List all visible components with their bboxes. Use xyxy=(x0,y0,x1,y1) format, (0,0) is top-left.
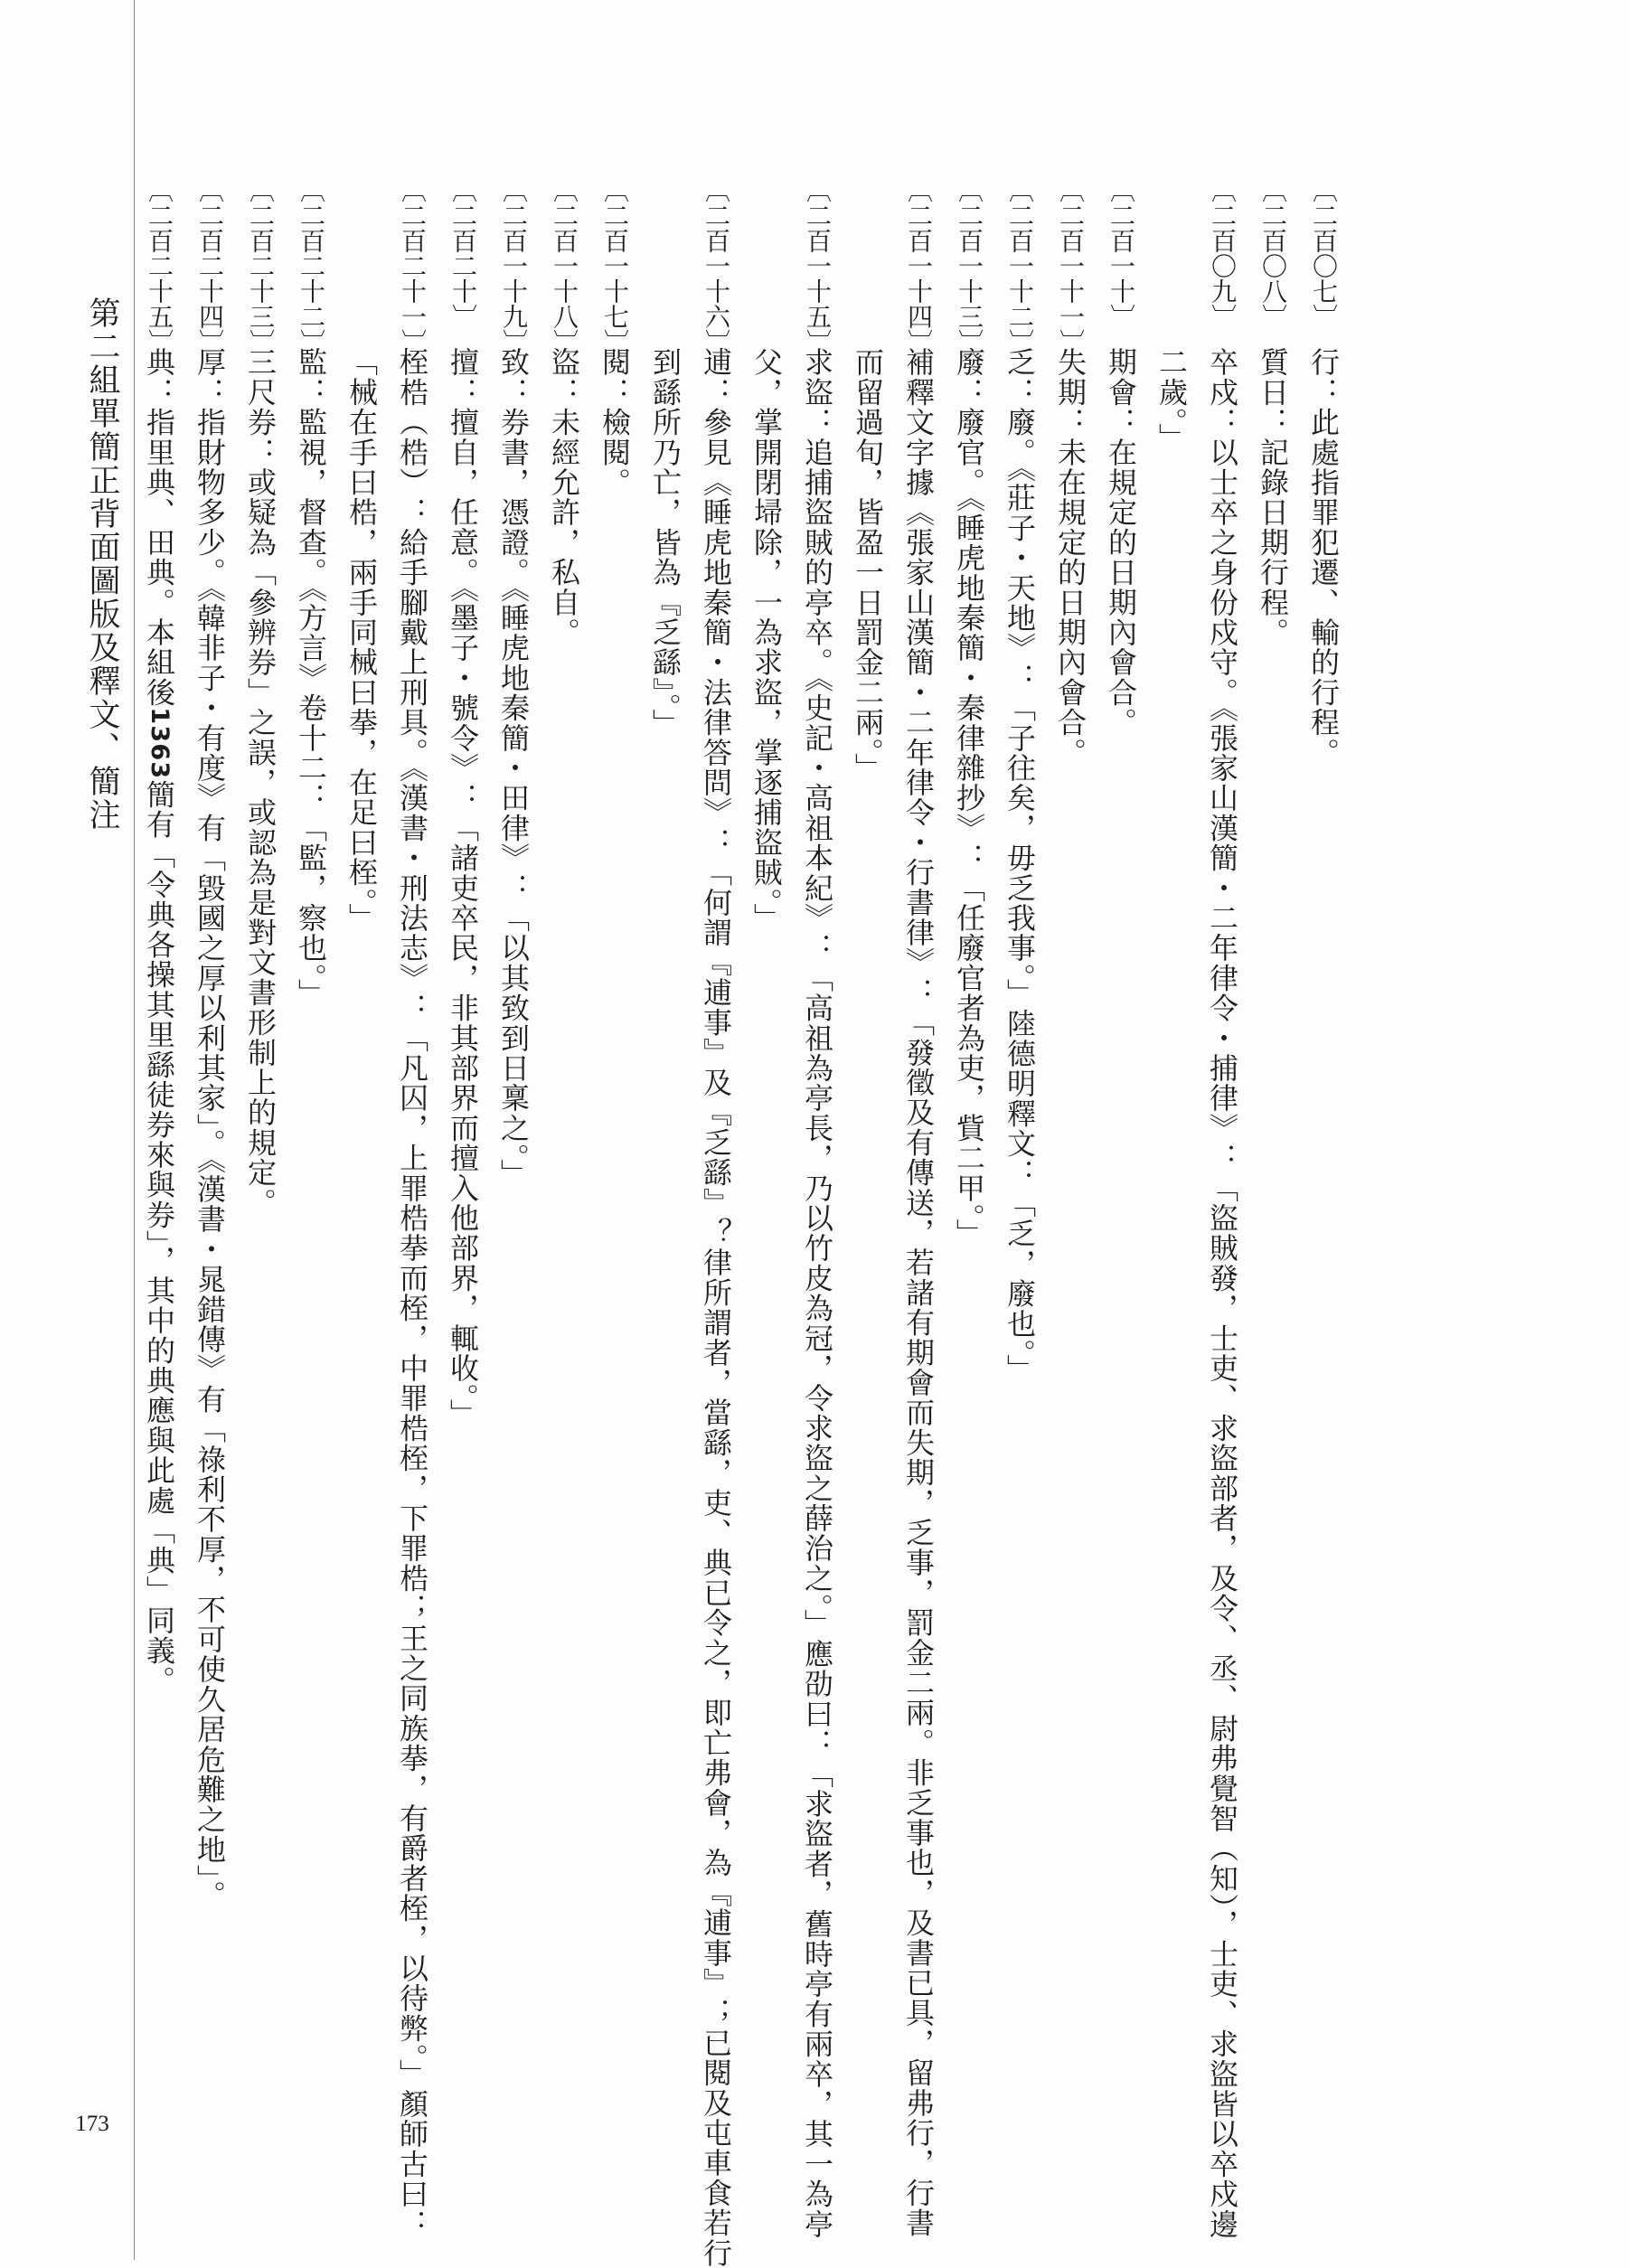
slip-number: 1363 xyxy=(146,707,174,780)
annotation-text xyxy=(589,347,640,497)
annotation-text-main: 厚：指財物多少。《韓非子・有度》有「毀國之厚以利其家」。《漢書・晁錯傳》有「祿利不厚，不可使久居危難之地」。 xyxy=(193,347,227,1910)
annotation-number: 〔二百一十八〕 xyxy=(550,177,579,354)
annotation-entry xyxy=(589,177,640,497)
annotation-entry xyxy=(893,177,944,2238)
annotation-entry xyxy=(539,177,589,647)
annotation-number: 〔二百一十四〕 xyxy=(904,177,934,354)
annotation-number: 〔二百二十五〕 xyxy=(145,177,174,354)
annotation-text-main: 致：券書，憑證。《睡虎地秦簡・田律》：「以其致到日稟之。」 xyxy=(496,347,531,1189)
running-head: 第二組單簡正背面圖版及釋文、簡注 xyxy=(84,296,120,832)
annotation-text xyxy=(488,347,539,1189)
annotation-text-main: 失期：未在規定的日期內會合。 xyxy=(1053,347,1088,767)
annotation-entry xyxy=(944,177,994,1248)
annotation-continuation xyxy=(843,177,893,783)
annotation-text-main: 監：監視，督查。《方言》卷十二：「監，察也。」 xyxy=(294,347,328,1009)
annotation-text xyxy=(387,347,438,2239)
annotation-entry xyxy=(1197,177,1248,2239)
annotation-text xyxy=(994,347,1045,1384)
annotation-continuation xyxy=(336,177,387,933)
annotation-number: 〔二百一十六〕 xyxy=(702,177,731,354)
annotation-text xyxy=(235,347,286,1218)
annotation-entry xyxy=(488,177,539,1189)
annotation-entry xyxy=(387,177,438,2239)
annotation-text xyxy=(184,347,235,1910)
annotation-text xyxy=(792,347,843,2239)
annotation-text-main: 而留過旬，皆盈一日罰金二兩。」 xyxy=(851,347,885,783)
annotation-text xyxy=(336,347,387,933)
annotation-text xyxy=(438,347,488,1428)
annotation-continuation xyxy=(1146,177,1197,453)
annotation-number: 〔二百一十一〕 xyxy=(1056,177,1086,354)
annotation-text xyxy=(1045,347,1096,767)
annotation-text-main: 質日：記錄日期行程。 xyxy=(1256,347,1290,647)
annotation-text xyxy=(286,347,336,1009)
annotation-text-main: 行：此處指罪犯遷、輸的行程。 xyxy=(1306,347,1341,767)
annotation-text xyxy=(944,347,994,1248)
annotation-text-main: 桎梏（梏）：給手腳戴上刑具。《漢書・刑法志》：「凡囚，上罪梏拲而桎，中罪梏桎，下罪梏；王之同族拲，有爵者桎，以待弊。」顏師古曰： xyxy=(395,347,429,2239)
annotation-text-main: 「械在手曰梏，兩手同械曰拲，在足曰桎。」 xyxy=(344,347,379,933)
annotation-number: 〔二百〇九〕 xyxy=(1208,177,1238,329)
annotation-entry xyxy=(438,177,488,1428)
annotation-text xyxy=(1096,347,1146,738)
annotation-number: 〔二百一十九〕 xyxy=(499,177,529,354)
annotation-text xyxy=(741,347,792,933)
annotation-text xyxy=(640,347,691,739)
annotation-text-main: 典：指里典、田典。本組後 xyxy=(142,347,176,708)
page-sidebar xyxy=(0,0,135,2260)
annotation-number: 〔二百二十三〕 xyxy=(246,177,276,354)
annotation-text-main: 逋：參見《睡虎地秦簡・法律答問》：「何謂『逋事』及『乏繇』？律所謂者，當繇，吏、典已令之，即亡弗會，為『逋事』；已閱及屯車食若行 xyxy=(699,347,733,2268)
annotation-number: 〔二百一十五〕 xyxy=(803,177,833,354)
annotation-number: 〔二百一十二〕 xyxy=(1005,177,1035,354)
annotation-text xyxy=(1248,347,1298,647)
annotation-text xyxy=(691,347,741,2268)
annotation-text-main: 期會：在規定的日期內會合。 xyxy=(1104,347,1138,738)
annotation-entry xyxy=(1096,177,1146,738)
annotation-entry xyxy=(134,177,184,1696)
annotation-text xyxy=(539,347,589,647)
annotation-text xyxy=(1146,347,1197,453)
annotation-number: 〔二百一十〕 xyxy=(1106,177,1136,329)
annotation-entry xyxy=(235,177,286,1218)
annotation-number: 〔二百二十一〕 xyxy=(398,177,428,354)
annotation-continuation xyxy=(640,177,691,739)
annotation-entry xyxy=(286,177,336,1009)
annotation-text-main: 求盜：追捕盜賊的亭卒。《史記・高祖本紀》：「高祖為亭長，乃以竹皮為冠，令求盜之薛治之。」應劭曰：「求盜者，舊時亭有兩卒，其一為亭 xyxy=(800,347,834,2239)
annotation-text xyxy=(134,347,184,1696)
annotation-entry xyxy=(1248,177,1298,647)
annotation-entry xyxy=(994,177,1045,1384)
annotation-text xyxy=(1197,347,1248,2239)
annotation-entry xyxy=(1045,177,1096,767)
annotation-text-main: 閱：檢閱。 xyxy=(598,347,632,497)
annotation-columns xyxy=(134,177,1349,2268)
annotation-text-main: 到繇所乃亡，皆為『乏繇』。」 xyxy=(648,347,683,739)
annotation-number: 〔二百〇八〕 xyxy=(1258,177,1288,329)
annotation-text-main: 擅：擅自，任意。《墨子・號令》：「諸吏卒民，非其部界而擅入他部界，輒收。」 xyxy=(446,347,480,1429)
page-number: 173 xyxy=(75,2112,109,2136)
annotation-number: 〔二百二十四〕 xyxy=(195,177,225,354)
annotation-text xyxy=(843,347,893,783)
annotation-entry xyxy=(691,177,741,2268)
annotation-text xyxy=(1298,347,1349,767)
annotation-entry xyxy=(1298,177,1349,767)
annotation-number: 〔二百二十〕 xyxy=(448,177,478,329)
annotation-entry xyxy=(792,177,843,2239)
annotation-text-main: 盜：未經允許，私自。 xyxy=(547,347,581,647)
annotation-number: 〔二百〇七〕 xyxy=(1309,177,1339,329)
annotation-entry xyxy=(184,177,235,1910)
annotation-text-main: 父，掌開閉埽除，一為求盜，掌逐捕盜賊。」 xyxy=(749,347,784,933)
annotation-text-main: 補釋文字據《張家山漢簡・二年律令・行書律》：「發徵及有傳送，若諸有期會而失期，乏事，罰金二兩。非乏事也，及書已具，留弗行，行書 xyxy=(901,347,936,2238)
annotation-text-main: 三尺券：或疑為「參辨券」之誤，或認為是對文書形制上的規定。 xyxy=(243,347,278,1218)
annotation-number: 〔二百一十三〕 xyxy=(955,177,984,354)
annotation-number: 〔二百一十七〕 xyxy=(600,177,630,354)
annotation-text-after: 簡有「令典各操其里繇徒券來與券」，其中的典應與此處「典」同義。 xyxy=(142,779,176,1696)
annotation-continuation xyxy=(741,177,792,933)
annotation-text-main: 二歲。」 xyxy=(1154,347,1189,453)
annotation-text-main: 卒戍：以士卒之身份戍守。《張家山漢簡・二年律令・捕律》：「盜賊發，士吏、求盜部者，及令、丞、尉弗覺智（知），士吏、求盜皆以卒戍邊 xyxy=(1205,347,1239,2239)
annotation-text-main: 廢：廢官。《睡虎地秦簡・秦律雜抄》：「任廢官者為吏，貲二甲。」 xyxy=(952,347,986,1249)
annotation-number: 〔二百二十二〕 xyxy=(297,177,326,354)
annotation-text xyxy=(893,347,944,2238)
annotation-text-main: 乏：廢。《莊子・天地》：「子往矣，毋乏我事。」陸德明釋文：「乏，廢也。」 xyxy=(1003,347,1037,1385)
